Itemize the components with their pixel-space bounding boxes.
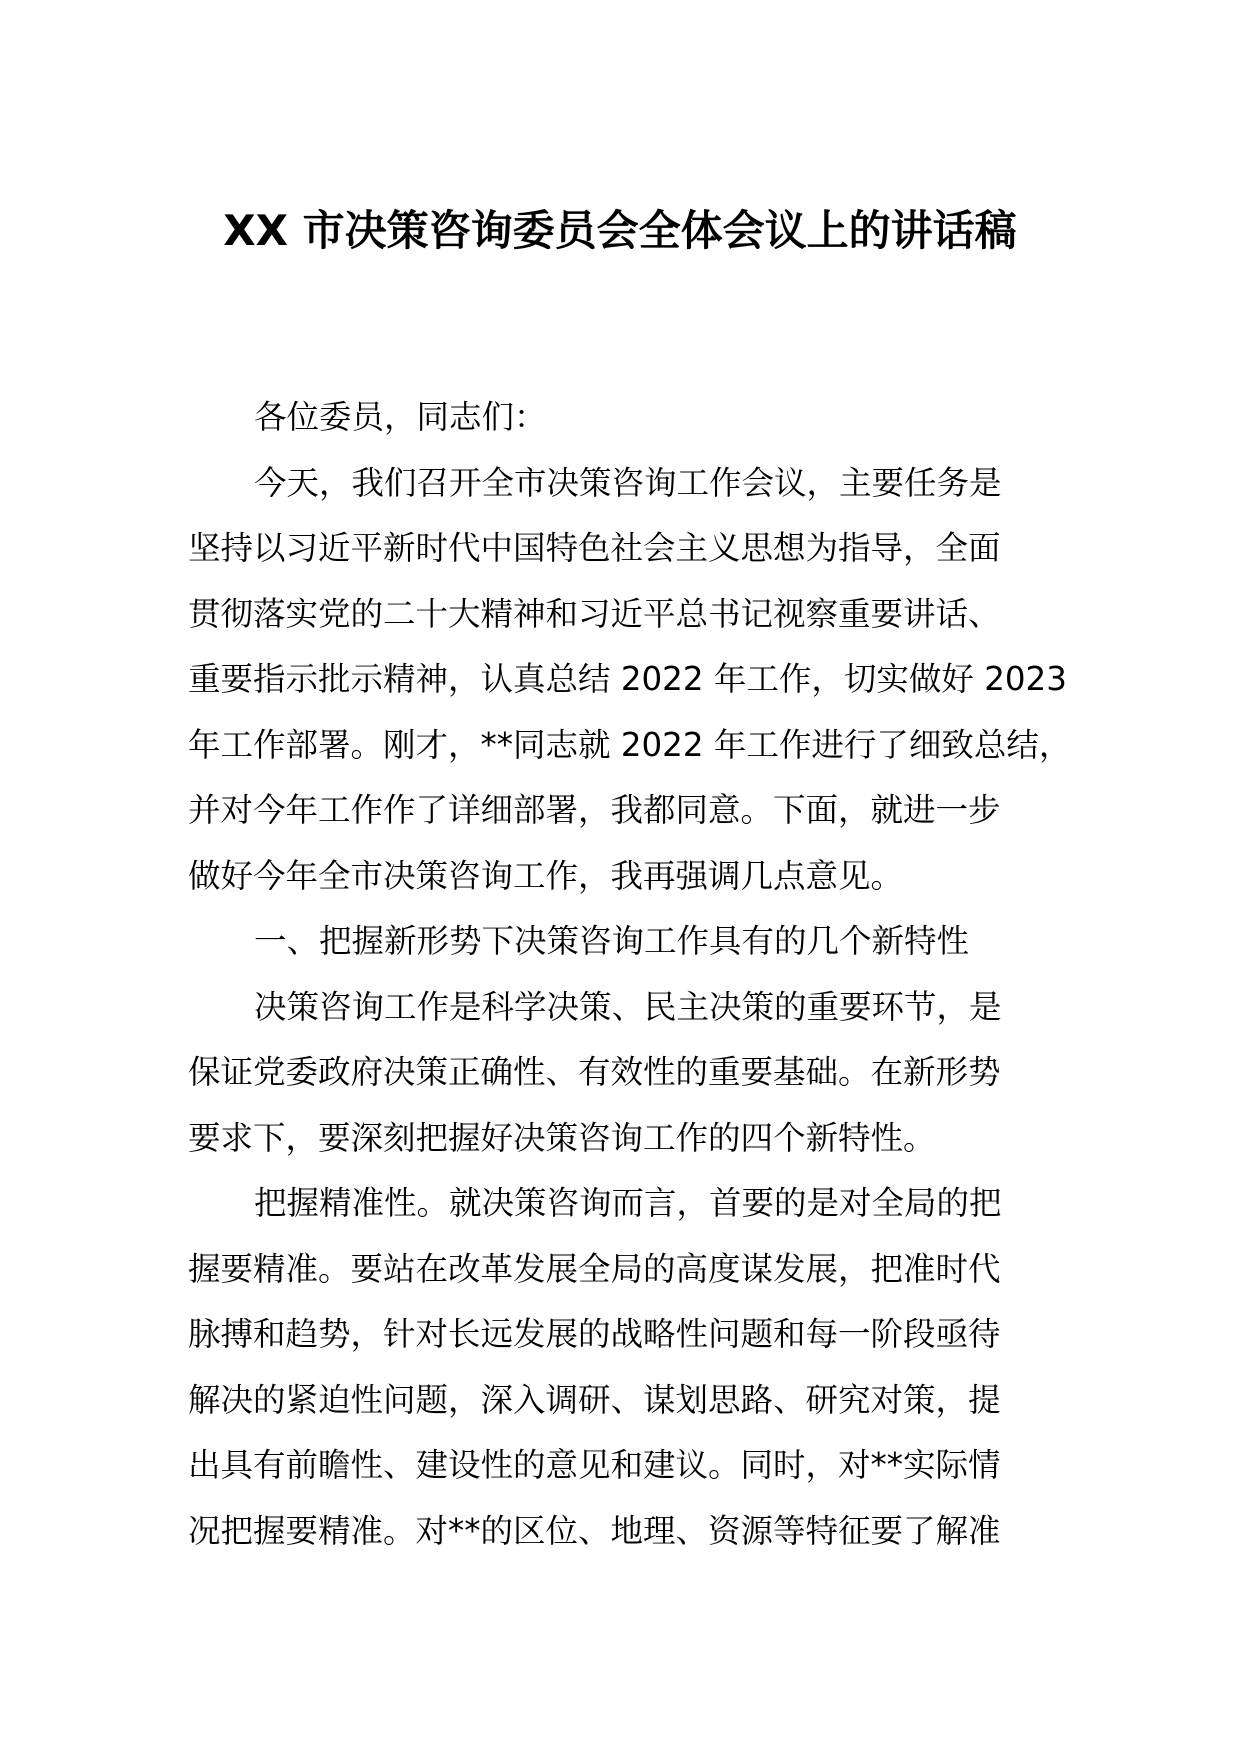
body-line: 坚持以习近平新时代中国特色社会主义思想为指导，全面 bbox=[188, 529, 1001, 567]
body-line: 贯彻落实党的二十大精神和习近平总书记视察重要讲话、 bbox=[188, 594, 1001, 633]
document-title: XX 市决策咨询委员会全体会议上的讲话稿 bbox=[223, 206, 1017, 255]
body-line: 各位委员，同志们： bbox=[254, 398, 547, 436]
body-line: 出具有前瞻性、建设性的意见和建议。同时，对**实际情 bbox=[188, 1446, 1001, 1484]
body-line: 今天，我们召开全市决策咨询工作会议，主要任务是 bbox=[254, 463, 1002, 502]
body-line: 脉搏和趋势，针对长远发展的战略性问题和每一阶段亟待 bbox=[188, 1315, 1001, 1353]
body-line: 解决的紧迫性问题，深入调研、谋划思路、研究对策，提 bbox=[188, 1380, 1001, 1419]
body-line: 做好今年全市决策咨询工作，我再强调几点意见。 bbox=[188, 856, 904, 895]
body-line: 握要精准。要站在改革发展全局的高度谋发展，把准时代 bbox=[188, 1249, 1001, 1288]
body-line: 保证党委政府决策正确性、有效性的重要基础。在新形势 bbox=[188, 1053, 1001, 1091]
section-heading: 一、把握新形势下决策咨询工作具有的几个新特性 bbox=[254, 922, 970, 960]
body-line: 并对今年工作作了详细部署，我都同意。下面，就进一步 bbox=[188, 791, 1001, 829]
document-body bbox=[188, 385, 1072, 1564]
body-line: 决策咨询工作是科学决策、民主决策的重要环节，是 bbox=[254, 987, 1002, 1026]
body-line: 把握精准性。就决策咨询而言，首要的是对全局的把 bbox=[254, 1184, 1002, 1222]
body-line: 要求下，要深刻把握好决策咨询工作的四个新特性。 bbox=[188, 1118, 936, 1157]
body-line: 况把握要精准。对**的区位、地理、资源等特征要了解准 bbox=[188, 1511, 1001, 1550]
body-line: 年工作部署。刚才，**同志就 2022 年工作进行了细致总结， bbox=[188, 725, 1072, 764]
body-line: 重要指示批示精神，认真总结 2022 年工作，切实做好 2023 bbox=[188, 660, 1067, 698]
